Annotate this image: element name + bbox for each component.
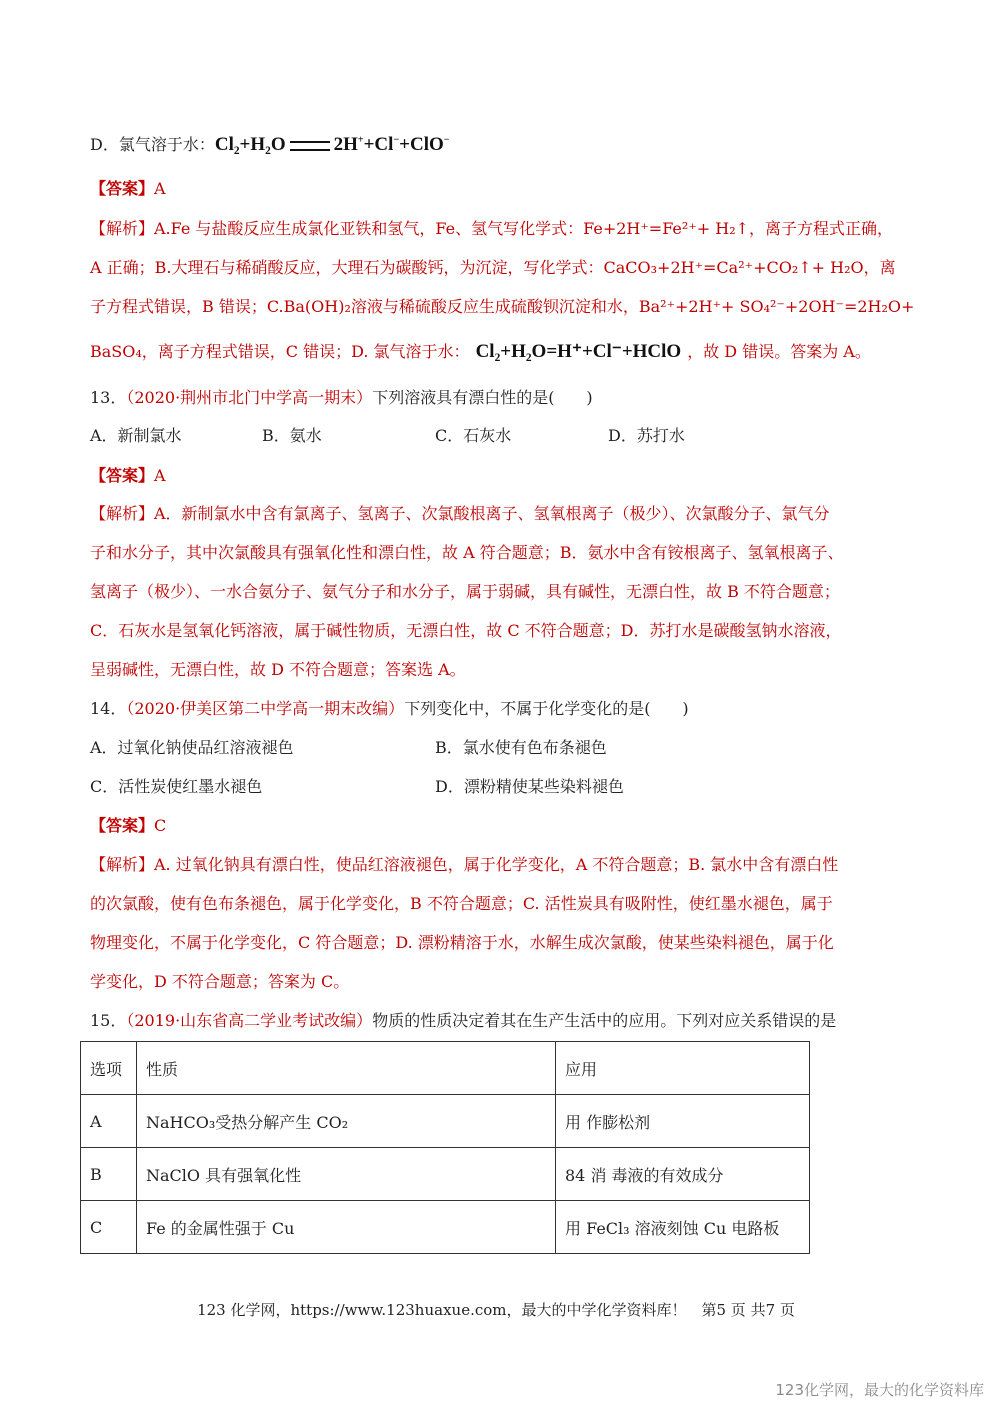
q13-option-a: A．新制氯水 — [90, 426, 182, 445]
properties-table — [80, 1041, 810, 1254]
q14-analysis-line: 的次氯酸，使有色布条褪色，属于化学变化，B 不符合题意；C. 活性炭具有吸附性，使红墨水褪色，属于 — [90, 894, 833, 913]
q12-answer — [90, 178, 904, 200]
table-cell: 84 消 毒液的有效成分 — [556, 1148, 810, 1201]
table-header-row — [81, 1042, 810, 1095]
q14-analysis-line: 【解析】A. 过氧化钠具有漂白性，使品红溶液褪色，属于化学变化，A 不符合题意；B. 氯水中含有漂白性 — [90, 855, 839, 874]
q13-analysis-line: 氢离子（极少）、一水合氨分子、氨气分子和水分子，属于弱碱，具有碱性，无漂白性，故 B 不符合题意； — [90, 582, 840, 601]
q14-option-b: B．氯水使有色布条褪色 — [435, 738, 607, 757]
q12-analysis-formula: Cl₂+H₂O=H⁺+Cl⁻+HClO — [475, 341, 682, 362]
q13-source: （2020·荆州市北门中学高一期末） — [126, 388, 373, 407]
table-cell: Fe 的金属性强于 Cu — [137, 1201, 556, 1254]
q12-analysis-line: A 正确；B.大理石与稀硝酸反应，大理石为碳酸钙，为沉淀，写化学式：CaCO₃+2H⁺=Ca²⁺+CO₂↑+ H₂O，离 — [90, 258, 896, 277]
table-header-cell: 性质 — [137, 1042, 556, 1095]
q13-analysis-line: C．石灰水是氢氧化钙溶液，属于碱性物质，无漂白性，故 C 不符合题意；D．苏打水是碳酸氢钠水溶液， — [90, 621, 842, 640]
table-cell: C — [81, 1201, 137, 1254]
q12-analysis-line: 【解析】A.Fe 与盐酸反应生成氯化亚铁和氢气，Fe、氢气写化学式：Fe+2H⁺=Fe²⁺+ H₂↑，离子方程式正确， — [90, 219, 894, 238]
table-header-cell: 应用 — [556, 1042, 810, 1095]
q13-analysis-line: 子和水分子，其中次氯酸具有强氧化性和漂白性，故 A 符合题意；B．氨水中含有铵根离子、氢氧根离子、 — [90, 543, 844, 562]
q14-analysis-line: 物理变化，不属于化学变化，C 符合题意；D. 漂粉精溶于水，水解生成次氯酸，使某些染料褪色，属于化 — [90, 933, 834, 952]
q14-analysis-line: 学变化，D 不符合题意；答案为 C。 — [90, 972, 350, 991]
q14-answer: 【答案】C — [90, 816, 167, 835]
answer-value: A — [154, 179, 166, 198]
q13-option-d: D．苏打水 — [608, 426, 685, 445]
q13-analysis-line: 呈弱碱性，无漂白性，故 D 不符合题意；答案选 A。 — [90, 660, 466, 679]
page-footer: 123 化学网，https://www.123huaxue.com，最大的中学化学资料库！ 第5 页 共7 页 — [197, 1301, 795, 1319]
double-equals-sign — [290, 141, 330, 151]
table-cell: A — [81, 1095, 137, 1148]
q13-answer: 【答案】A — [90, 466, 166, 485]
q13-option-b: B．氨水 — [262, 426, 322, 445]
table-cell: B — [81, 1148, 137, 1201]
answer-label: 【答案】 — [90, 179, 155, 198]
q15-stem: 15．（2019·山东省高二学业考试改编）物质的性质决定着其在生产生活中的应用。下列对应关系错误的是 — [90, 1011, 837, 1030]
q13-option-c: C．石灰水 — [435, 426, 512, 445]
table-cell: 用 FeCl₃ 溶液刻蚀 Cu 电路板 — [556, 1201, 810, 1254]
q14-option-c: C．活性炭使红墨水褪色 — [90, 777, 263, 796]
table-cell: NaClO 具有强氧化性 — [137, 1148, 556, 1201]
q13-stem: 13．（2020·荆州市北门中学高一期末）下列溶液具有漂白性的是( ) — [90, 388, 593, 407]
q12-analysis-line: 子方程式错误，B 错误；C.Ba(OH)₂溶液与稀硫酸反应生成硫酸钡沉淀和水，Ba²⁺+2H⁺+ SO₄²⁻+2OH⁻=2H₂O+ — [90, 297, 915, 316]
q12-option-d-prefix: D．氯气溶于水： — [90, 135, 215, 154]
q13-analysis-line: 【解析】A．新制氯水中含有氯离子、氢离子、次氯酸根离子、氢氧根离子（极少）、次氯酸分子、氯气分 — [90, 504, 830, 523]
q15-source: （2019·山东省高二学业考试改编） — [126, 1011, 373, 1030]
table-cell: 用 作膨松剂 — [556, 1095, 810, 1148]
table-row — [81, 1148, 810, 1201]
table-header-cell: 选项 — [81, 1042, 137, 1095]
q12-option-d-formula-right: 2H++Cl−+ClO− — [333, 134, 450, 155]
table-cell: NaHCO₃受热分解产生 CO₂ — [137, 1095, 556, 1148]
table-row — [81, 1095, 810, 1148]
q12-option-d-formula-left: Cl₂+H₂O — [214, 134, 286, 155]
watermark: 123化学网，最大的化学资料库 — [775, 1381, 984, 1399]
q12-analysis-line: BaSO₄，离子方程式错误，C 错误；D. 氯气溶于水： Cl₂+H₂O=H⁺+Cl⁻+HClO ，故 D 错误。答案为 A。 — [90, 341, 871, 362]
q14-option-a: A．过氧化钠使品红溶液褪色 — [90, 738, 294, 757]
q14-source: （2020·伊美区第二中学高一期末改编） — [126, 699, 405, 718]
q14-option-d: D．漂粉精使某些染料褪色 — [435, 777, 624, 796]
table-row — [81, 1201, 810, 1254]
q12-option-d — [90, 134, 904, 156]
q14-stem: 14．（2020·伊美区第二中学高一期末改编）下列变化中，不属于化学变化的是( ) — [90, 699, 689, 718]
